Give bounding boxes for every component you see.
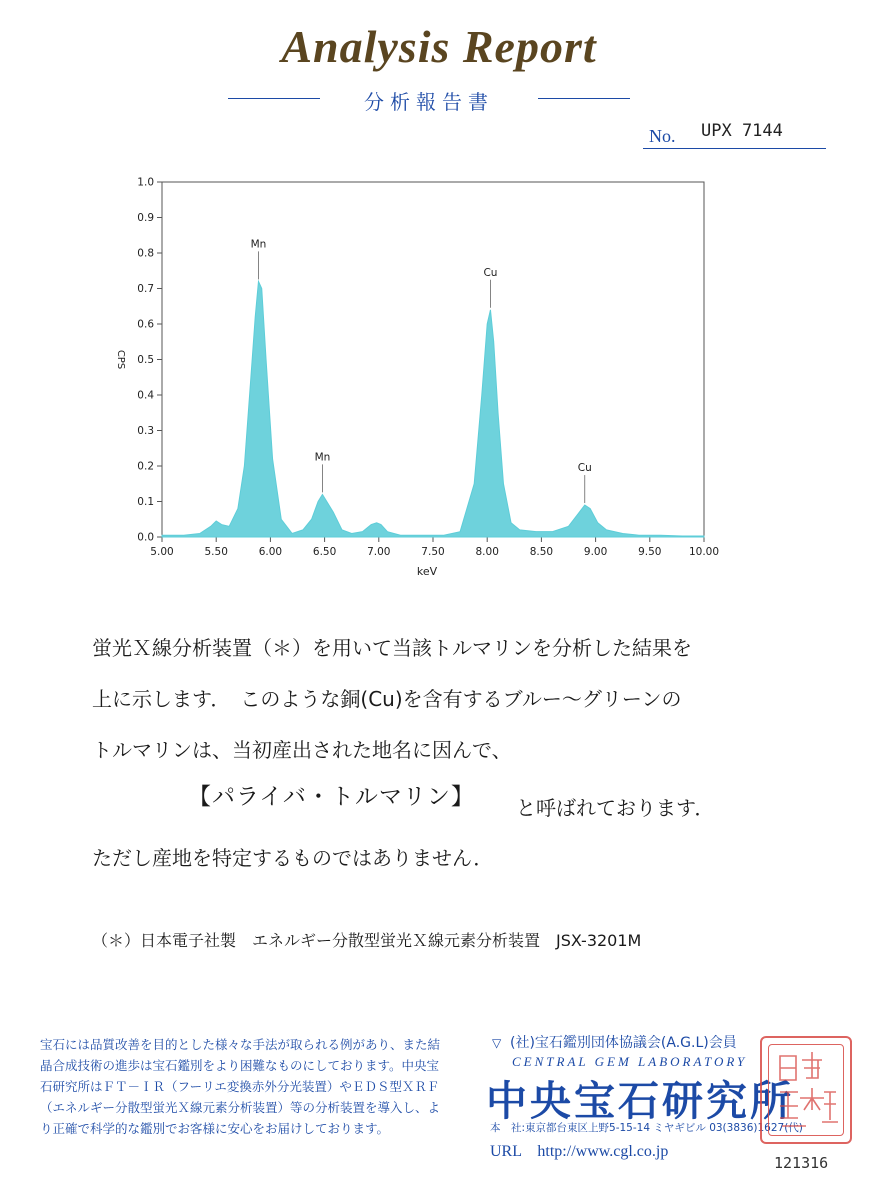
lab-address: 本 社:東京都台東区上野5-15-14 ミヤギビル 03(3836)1627(代) [490, 1122, 803, 1134]
y-tick-label: 0.9 [137, 212, 154, 224]
subtitle-row [228, 86, 630, 112]
gem-name: 【パライバ・トルマリン】 [188, 784, 475, 810]
lab-name-english: CENTRAL GEM LABORATORY [512, 1054, 748, 1069]
body-line-4: と呼ばれております． [516, 796, 715, 820]
y-tick-label: 0.2 [137, 460, 154, 473]
x-tick-label: 5.00 [150, 546, 174, 558]
lab-url: URL http://www.cgl.co.jp [490, 1143, 669, 1160]
peak-label: Mn [250, 238, 267, 251]
membership-line [492, 1032, 737, 1052]
peak-label: Mn [314, 451, 331, 464]
report-number-value: UPX 7144 [701, 121, 783, 141]
y-tick-label: 0.7 [137, 283, 154, 295]
x-tick-label: 5.50 [204, 546, 228, 558]
x-axis-label: keV [416, 565, 438, 578]
subtitle-rule-right [538, 98, 630, 99]
x-tick-label: 8.00 [475, 546, 499, 558]
y-tick-label: 0.3 [137, 425, 154, 437]
peak-label: Cu [483, 266, 498, 279]
x-tick-label: 7.50 [421, 546, 445, 558]
x-tick-label: 9.50 [638, 546, 662, 558]
membership-text: (社)宝石鑑別団体協議会(A.G.L)会員 [510, 1035, 737, 1051]
report-number-label: No. [649, 126, 676, 146]
y-tick-label: 0.5 [137, 354, 154, 366]
x-tick-label: 8.50 [529, 546, 554, 558]
report-subtitle: 分析報告書 [364, 90, 494, 114]
y-tick-label: 0.4 [137, 389, 154, 402]
body-line-2: 上に示します． このような銅(Cu)を含有するブルー～グリーンの [92, 687, 682, 711]
disclaimer-text: 宝石には品質改善を目的とした様々な手法が取られる例があり、また結晶合成技術の進歩は宝石鑑別をより困難なものにしております。中央宝石研究所はＦＴ－ＩＲ（フーリエ変換赤外分光装置）やＥＤＳ型ＸＲＦ（エネルギー分散型蛍光Ｘ線元素分析装置）等の分析装置を導入し、より正確で科学的な鑑別でお客様に安心をお届けしております。 [40, 1037, 441, 1136]
y-axis-label: CPS [115, 349, 126, 370]
x-tick-label: 10.00 [688, 546, 720, 558]
report-number [643, 118, 826, 149]
red-seal-stamp [760, 1036, 852, 1144]
x-tick-label: 7.00 [367, 546, 391, 558]
body-line-3: トルマリンは、当初産出された地名に因んで、 [92, 738, 512, 762]
serial-number: 121316 [774, 1154, 829, 1172]
y-tick-label: 0.8 [137, 247, 154, 260]
y-tick-label: 0.6 [137, 318, 154, 331]
body-line-1: 蛍光Ｘ線分析装置（＊）を用いて当該トルマリンを分析した結果を [92, 636, 692, 660]
instrument-footnote: （＊）日本電子社製 エネルギー分散型蛍光Ｘ線元素分析装置 JSX-3201M [92, 931, 642, 950]
report-title: Analysis Report [281, 21, 597, 72]
gem-icon: ▽ [492, 1036, 502, 1050]
x-tick-label: 9.00 [583, 546, 608, 558]
y-tick-label: 0.0 [137, 531, 154, 544]
y-tick-label: 0.1 [137, 496, 154, 508]
seal-mark-icon [762, 1038, 850, 1142]
x-tick-label: 6.50 [312, 546, 337, 558]
spectrum-area [162, 281, 704, 537]
lab-name-japanese: 中央宝石研究所 [486, 1077, 794, 1125]
peak-label: Cu [577, 462, 592, 475]
body-line-5: ただし産地を特定するものではありません． [92, 846, 494, 870]
x-tick-label: 6.00 [258, 546, 283, 558]
xrf-spectrum-chart [100, 170, 740, 590]
y-tick-label: 1.0 [137, 176, 154, 189]
